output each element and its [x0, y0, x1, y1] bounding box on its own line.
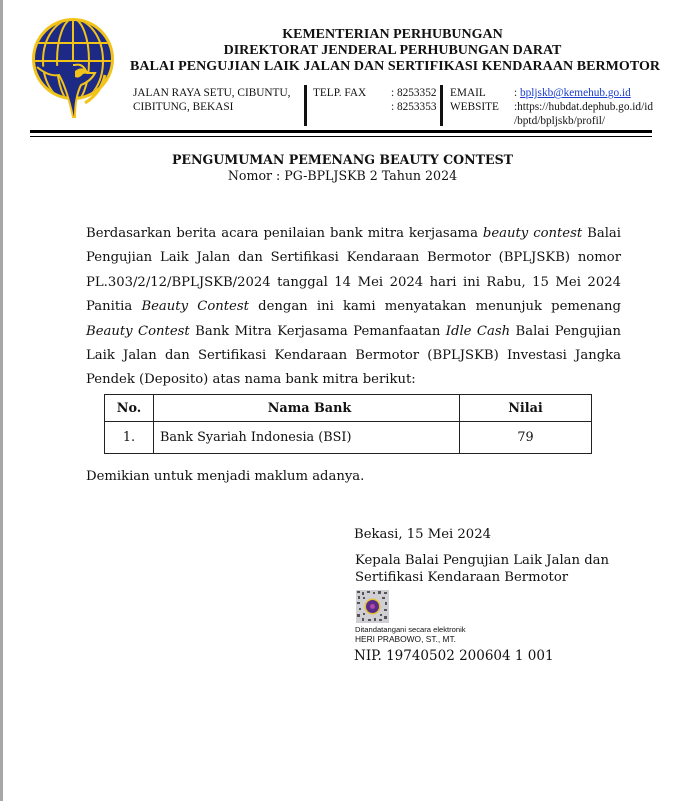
letterhead-address [133, 86, 290, 114]
e-signature-note: Ditandatangani secara elektronik [355, 625, 466, 634]
website-line-1: :https://hubdat.dephub.go.id/id [514, 101, 654, 113]
contact-labels [450, 86, 499, 114]
telp-fax-values [391, 86, 437, 114]
announcement-title: PENGUMUMAN PEMENANG BEAUTY CONTEST [171, 152, 514, 167]
place-date: Bekasi, 15 Mei 2024 [354, 527, 491, 542]
email-label: EMAIL [450, 87, 486, 99]
letterhead-office: BALAI PENGUJIAN LAIK JALAN DAN SERTIFIKASI KENDARAAN BERMOTOR [130, 59, 661, 74]
closing-text: Demikian untuk menjadi maklum adanya. [86, 469, 365, 484]
letterhead-ministry: KEMENTERIAN PERHUBUNGAN [282, 27, 503, 42]
table-header-row [105, 395, 592, 422]
email-prefix: : [514, 87, 520, 99]
letterhead-rule-thin [30, 136, 652, 137]
telp-value: : 8253352 [391, 87, 437, 99]
cell-bank: Bank Syariah Indonesia (BSI) [154, 422, 460, 454]
body-italic: Beauty Contest [86, 323, 190, 339]
column-header-no: No. [105, 395, 154, 422]
contact-values [514, 86, 653, 128]
signer-name: HERI PRABOWO, ST., MT. [355, 634, 456, 644]
announcement-body [86, 222, 621, 393]
column-header-bank: Nama Bank [154, 395, 460, 422]
window-left-edge [0, 0, 3, 801]
letterhead-divider [304, 85, 307, 126]
e-signature-qr-icon [356, 590, 389, 623]
body-italic: beauty contest [482, 226, 583, 241]
telp-fax-label: TELP. FAX [313, 87, 367, 99]
address-line-1: JALAN RAYA SETU, CIBUNTU, [133, 87, 291, 99]
letterhead-rule-thick [30, 130, 652, 133]
fax-value: : 8253353 [391, 101, 437, 113]
body-text: Bank Mitra Kerjasama Pemanfaatan [189, 323, 446, 339]
website-line-2: /bptd/bpljskb/profil/ [514, 115, 606, 127]
cell-nilai: 79 [460, 422, 592, 454]
letterhead-divider [440, 85, 443, 126]
cell-no: 1. [105, 422, 154, 454]
email-link[interactable]: bpljskb@kemehub.go.id [519, 87, 631, 99]
body-italic: Idle Cash [445, 323, 511, 339]
address-line-2: CIBITUNG, BEKASI [133, 101, 234, 113]
signer-position [355, 552, 609, 586]
kemenhub-logo [29, 17, 117, 121]
body-italic: Beauty Contest [141, 299, 249, 315]
column-header-nilai: Nilai [460, 395, 592, 422]
announcement-number: Nomor : PG-BPLJSKB 2 Tahun 2024 [227, 168, 458, 183]
body-text: Balai Pengujian Laik Jalan dan Sertifikasi Kendaraan Bermotor (BPLJSKB) Investasi Jangka Pendek (Deposito) atas nama bank mitra berikut: [86, 323, 621, 388]
letterhead-directorate: DIREKTORAT JENDERAL PERHUBUNGAN DARAT [223, 43, 562, 58]
body-text: Balai Pengujian Laik Jalan dan Sertifikasi Kendaraan Bermotor (BPLJSKB) nomor PL.303/2/12/BPLJSKB/2024 tanggal 14 Mei 2024 hari ini Rabu, 15 Mei 2024 Panitia [86, 226, 621, 315]
position-line-2: Sertifikasi Kendaraan Bermotor [355, 570, 569, 585]
table-row [105, 422, 592, 454]
body-text: Berdasarkan berita acara penilaian bank mitra kerjasama [86, 226, 483, 241]
position-line-1: Kepala Balai Pengujian Laik Jalan dan [355, 553, 610, 568]
signer-nip: NIP. 19740502 200604 1 001 [354, 648, 554, 664]
website-label: WEBSITE [450, 101, 499, 113]
body-text: dengan ini kami menyatakan menunjuk pemenang [248, 299, 621, 315]
winner-table [104, 394, 592, 454]
